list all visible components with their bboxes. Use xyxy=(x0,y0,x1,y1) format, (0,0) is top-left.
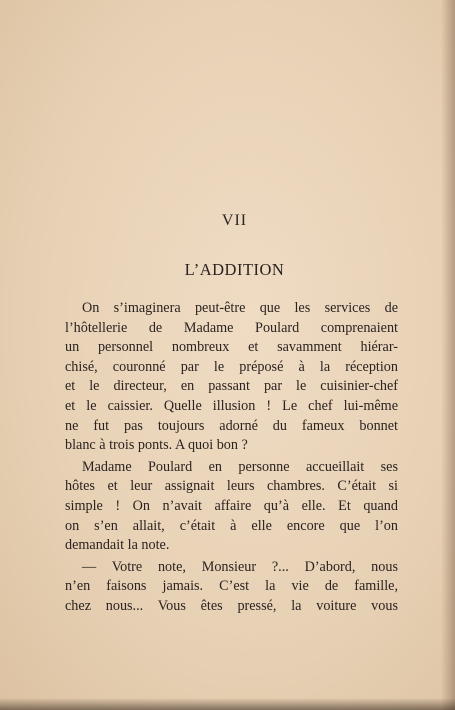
text-line: et le directeur, en passant par le cuisinier-chef xyxy=(65,378,398,395)
paragraph-3 xyxy=(48,558,398,617)
chapter-title: L’ADDITION xyxy=(184,260,285,279)
text-line: un personnel nombreux et savamment hiérar- xyxy=(65,339,398,356)
text-line: on s’en allait, c’était à elle encore que l’on xyxy=(65,517,398,534)
text-line: chez nous... Vous êtes pressé, la voiture vous xyxy=(65,597,398,614)
text-line: n’en faisons jamais. C’est la vie de famille, xyxy=(65,578,398,595)
text-line: chisé, couronné par le préposé à la réception xyxy=(65,358,398,375)
text-line: simple ! On n’avait affaire qu’à elle. Et quand xyxy=(65,497,398,514)
text-line: Madame Poulard en personne accueillait ses xyxy=(82,458,398,475)
text-line: et le caissier. Quelle illusion ! Le chef lui-même xyxy=(65,397,398,414)
text-line: l’hôtellerie de Madame Poulard comprenaient xyxy=(65,319,398,336)
text-line: hôtes et leur assignait leurs chambres. C’était si xyxy=(65,478,398,495)
chapter-number: VII xyxy=(221,212,248,229)
paragraph-2 xyxy=(48,458,398,556)
text-line: ne fut pas toujours adorné du fameux bonnet xyxy=(65,417,398,434)
paragraph-1 xyxy=(48,299,398,456)
text-line: — Votre note, Monsieur ?... D’abord, nous xyxy=(82,558,398,575)
text-line: On s’imaginera peut-être que les services de xyxy=(82,300,398,316)
text-line: blanc à trois ponts. A quoi bon ? xyxy=(65,437,248,454)
body-text xyxy=(48,299,398,617)
text-line: demandait la note. xyxy=(65,537,170,554)
